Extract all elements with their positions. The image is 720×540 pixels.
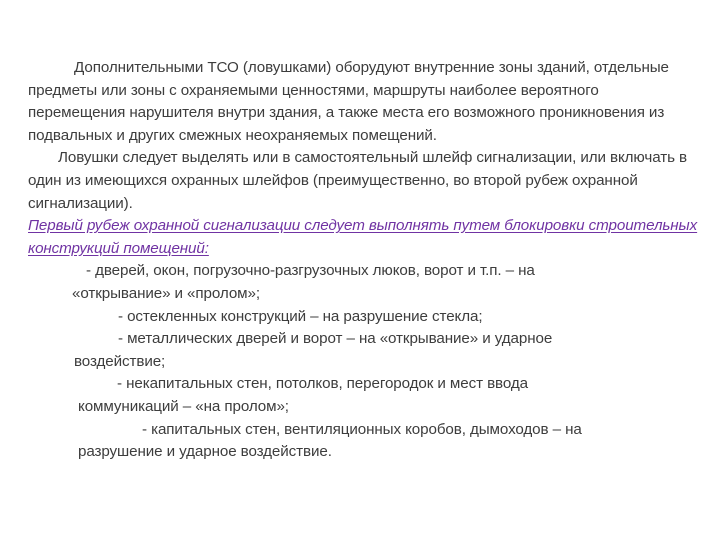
list-item-continuation: коммуникаций – «на пролом»;	[78, 397, 289, 415]
list-item	[28, 260, 698, 305]
list-item-continuation: разрушение и ударное воздействие.	[78, 443, 332, 461]
list-item	[28, 306, 698, 329]
heading-first-line: Первый рубеж охранной сигнализации следует выполнять путем блокировки строительных конструкций помещений:	[28, 217, 698, 257]
list-item-text: - капитальных стен, вентиляционных коробов, дымоходов – на	[142, 420, 582, 438]
paragraph-traps-intro: Дополнительными ТСО (ловушками) оборудуют внутренние зоны зданий, отдельные предметы или зоны с охраняемыми ценностями, маршруты наиболее вероятного перемещения нарушителя внутри здания, а также места его возможного проникновения из подвальных и других смежных неохраняемых помещений.	[28, 59, 669, 144]
list-item-text: - остекленных конструкций – на разрушение стекла;	[118, 307, 483, 325]
paragraph-traps-loop: Ловушки следует выделять или в самостоятельный шлейф сигнализации, или включать в один из имеющихся охранных шлейфов (преимущественно, во второй рубеж охранной сигнализации).	[28, 149, 687, 212]
text-block	[28, 57, 698, 464]
bullet-list	[28, 260, 698, 463]
list-item	[28, 373, 698, 418]
list-item	[28, 328, 698, 373]
list-item-text: - некапитальных стен, потолков, перегородок и мест ввода	[117, 375, 528, 393]
list-item	[28, 419, 698, 464]
list-item-text: - дверей, окон, погрузочно-разгрузочных люков, ворот и т.п. – на	[86, 262, 535, 280]
list-item-continuation: «открывание» и «пролом»;	[72, 284, 260, 302]
list-item-text: - металлических дверей и ворот – на «открывание» и ударное	[118, 330, 553, 348]
list-item-continuation: воздействие;	[74, 352, 166, 370]
